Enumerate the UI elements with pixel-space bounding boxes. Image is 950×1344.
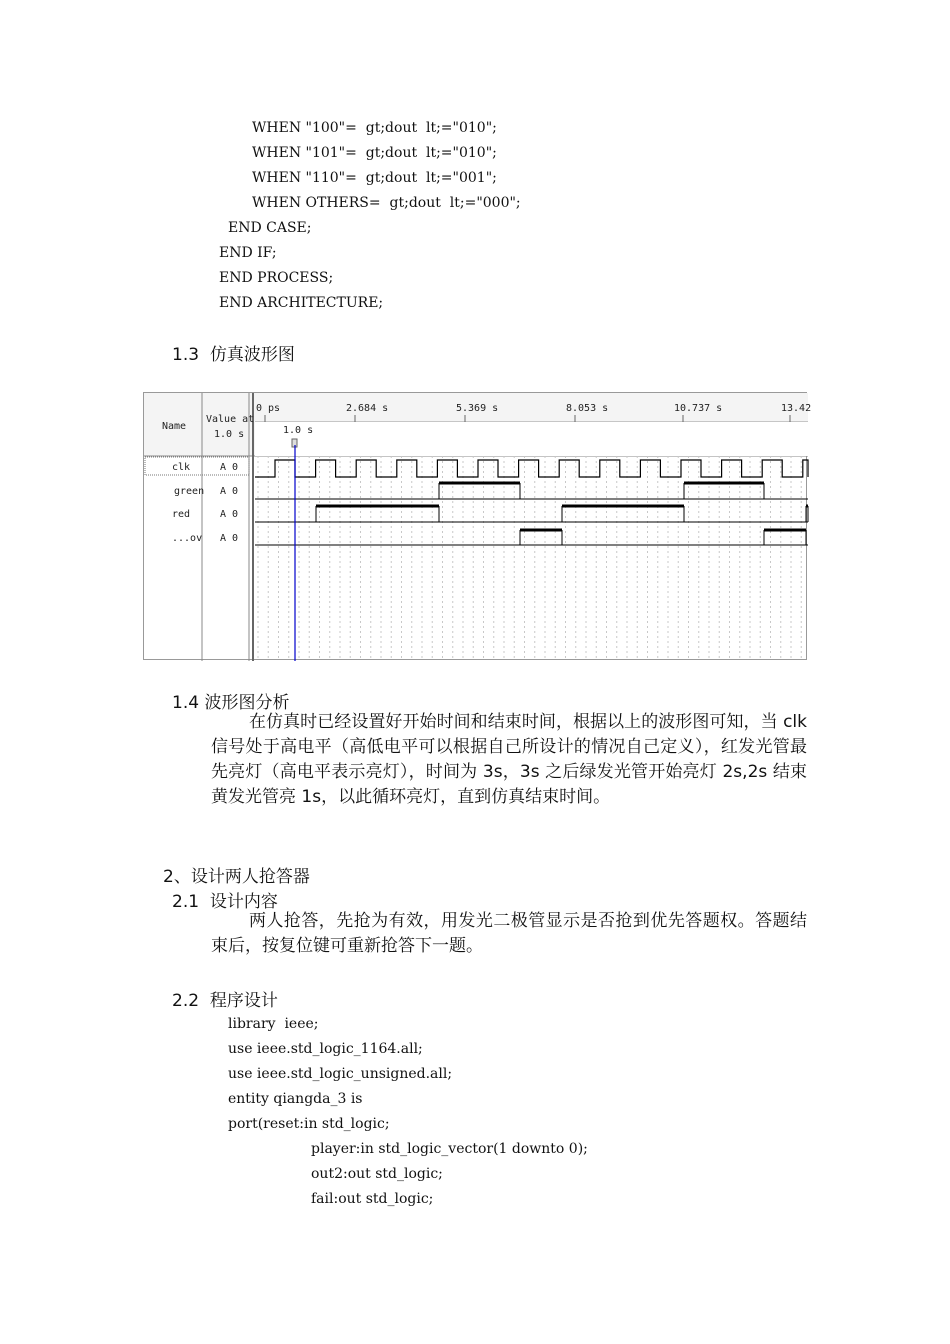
signal-traces — [255, 460, 808, 545]
signal-name[interactable]: ...ov — [172, 533, 203, 544]
code-line: library ieee; — [228, 1016, 319, 1032]
section-2-2-heading: 2.2 程序设计 — [172, 991, 278, 1011]
code-line: use ieee.std_logic_1164.all; — [228, 1041, 423, 1057]
time-label: 0 ps — [256, 403, 281, 414]
signal-trace — [255, 460, 808, 477]
signal-value: A 0 — [220, 509, 239, 520]
code-line: END IF; — [219, 245, 277, 261]
signal-value: A 0 — [220, 533, 239, 544]
code-line: fail:out std_logic; — [311, 1191, 434, 1207]
section-2-1-heading: 2.1 设计内容 — [172, 892, 278, 912]
time-label: 10.737 s — [674, 403, 723, 414]
waveform-svg — [144, 393, 812, 661]
section-1-3-heading: 1.3 仿真波形图 — [172, 345, 295, 365]
code-line: WHEN OTHERS= gt;dout lt;="000"; — [252, 195, 521, 211]
code-line: player:in std_logic_vector(1 downto 0); — [311, 1141, 588, 1157]
code-line: entity qiangda_3 is — [228, 1091, 363, 1107]
signal-name[interactable]: red — [172, 509, 191, 520]
code-line: out2:out std_logic; — [311, 1166, 443, 1182]
code-line: END ARCHITECTURE; — [219, 295, 384, 311]
section-2-heading: 2、设计两人抢答器 — [163, 867, 310, 887]
cursor-time-label: 1.0 s — [283, 425, 314, 436]
time-label: 13.42 — [781, 403, 812, 414]
signal-name[interactable]: green — [174, 486, 205, 497]
time-label: 2.684 s — [346, 403, 389, 414]
code-line: END PROCESS; — [219, 270, 334, 286]
section-1-4-body: 在仿真时已经设置好开始时间和结束时间，根据以上的波形图可知，当 clk 信号处于高电平（高低电平可以根据自己所设计的情况自己定义），红发光管最先亮灯（高电平表示亮灯），时间为 3s，3s 之后绿发光管开始亮灯 2s,2s 结束黄发光管亮 1s，以此循环亮灯，直到仿真结束时间。 — [211, 712, 807, 807]
signal-name[interactable]: clk — [172, 462, 191, 473]
code-line: WHEN "101"= gt;dout lt;="010"; — [252, 145, 497, 161]
section-2-1-body: 两人抢答，先抢为有效，用发光二极管显示是否抢到优先答题权。答题结束后，按复位键可重新抢答下一题。 — [211, 911, 807, 956]
value-column-subheader: 1.0 s — [214, 429, 245, 440]
value-column-header: Value at — [206, 414, 255, 425]
code-line: use ieee.std_logic_unsigned.all; — [228, 1066, 453, 1082]
signal-rows — [145, 457, 249, 544]
section-1-4-heading: 1.4 波形图分析 — [172, 693, 290, 713]
time-label: 5.369 s — [456, 403, 499, 414]
time-label: 8.053 s — [566, 403, 609, 414]
time-grid — [258, 456, 801, 661]
code-line: WHEN "100"= gt;dout lt;="010"; — [252, 120, 497, 136]
signal-value: A 0 — [220, 462, 239, 473]
name-column-header: Name — [162, 421, 187, 432]
signal-value: A 0 — [220, 486, 239, 497]
code-line: END CASE; — [228, 220, 312, 236]
code-line: port(reset:in std_logic; — [228, 1116, 390, 1132]
waveform-simulation — [143, 392, 812, 660]
code-line: WHEN "110"= gt;dout lt;="001"; — [252, 170, 497, 186]
